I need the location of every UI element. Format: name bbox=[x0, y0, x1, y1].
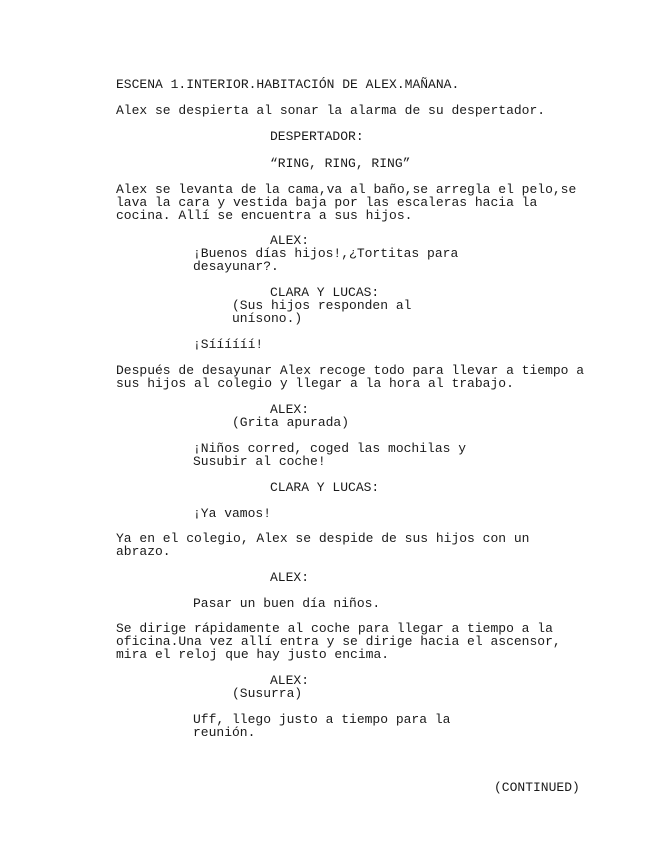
action-line: Alex se levanta de la cama,va al baño,se arregla el pelo,se bbox=[116, 182, 577, 197]
action-line: sus hijos al colegio y llegar a la hora al trabajo. bbox=[116, 376, 514, 391]
dialogue-line: ¡Ya vamos! bbox=[193, 506, 272, 521]
character-name: CLARA Y LUCAS: bbox=[270, 480, 380, 495]
dialogue-line: Susubir al coche! bbox=[193, 454, 326, 469]
action-line: cocina. Allí se encuentra a sus hijos. bbox=[116, 208, 413, 223]
character-name: ALEX: bbox=[270, 233, 310, 248]
action-line: abrazo. bbox=[116, 544, 171, 559]
dialogue-line: “RING, RING, RING” bbox=[270, 156, 411, 171]
dialogue-line: ¡Buenos días hijos!,¿Tortitas para bbox=[193, 246, 459, 261]
dialogue-line: desayunar?. bbox=[193, 259, 279, 274]
dialogue-line: Pasar un buen día niños. bbox=[193, 596, 381, 611]
action-line: Ya en el colegio, Alex se despide de sus hijos con un bbox=[116, 531, 530, 546]
action-line: Después de desayunar Alex recoge todo para llevar a tiempo a bbox=[116, 363, 585, 378]
action-line: mira el reloj que hay justo encima. bbox=[116, 647, 390, 662]
parenthetical: unísono.) bbox=[232, 311, 303, 326]
character-name: ALEX: bbox=[270, 570, 310, 585]
dialogue-line: ¡Niños corred, coged las mochilas y bbox=[193, 441, 467, 456]
scene-heading: ESCENA 1.INTERIOR.HABITACIÓN DE ALEX.MAÑANA. bbox=[116, 77, 460, 92]
action-line: oficina.Una vez allí entra y se dirige hacia el ascensor, bbox=[116, 634, 561, 649]
parenthetical: (Grita apurada) bbox=[232, 415, 350, 430]
action-line: Alex se despierta al sonar la alarma de su despertador. bbox=[116, 103, 546, 118]
dialogue-line: reunión. bbox=[193, 725, 256, 740]
character-name: ALEX: bbox=[270, 402, 310, 417]
character-name: DESPERTADOR: bbox=[270, 129, 364, 144]
character-name: ALEX: bbox=[270, 673, 310, 688]
action-line: Se dirige rápidamente al coche para llegar a tiempo a la bbox=[116, 621, 553, 636]
action-line: lava la cara y vestida baja por las escaleras hacia la bbox=[116, 195, 538, 210]
parenthetical: (Sus hijos responden al bbox=[232, 298, 412, 313]
dialogue-line: Uff, llego justo a tiempo para la bbox=[193, 712, 451, 727]
dialogue-line: ¡Síííííí! bbox=[193, 337, 264, 352]
character-name: CLARA Y LUCAS: bbox=[270, 285, 380, 300]
parenthetical: (Susurra) bbox=[232, 686, 303, 701]
continued-marker: (CONTINUED) bbox=[494, 780, 580, 795]
